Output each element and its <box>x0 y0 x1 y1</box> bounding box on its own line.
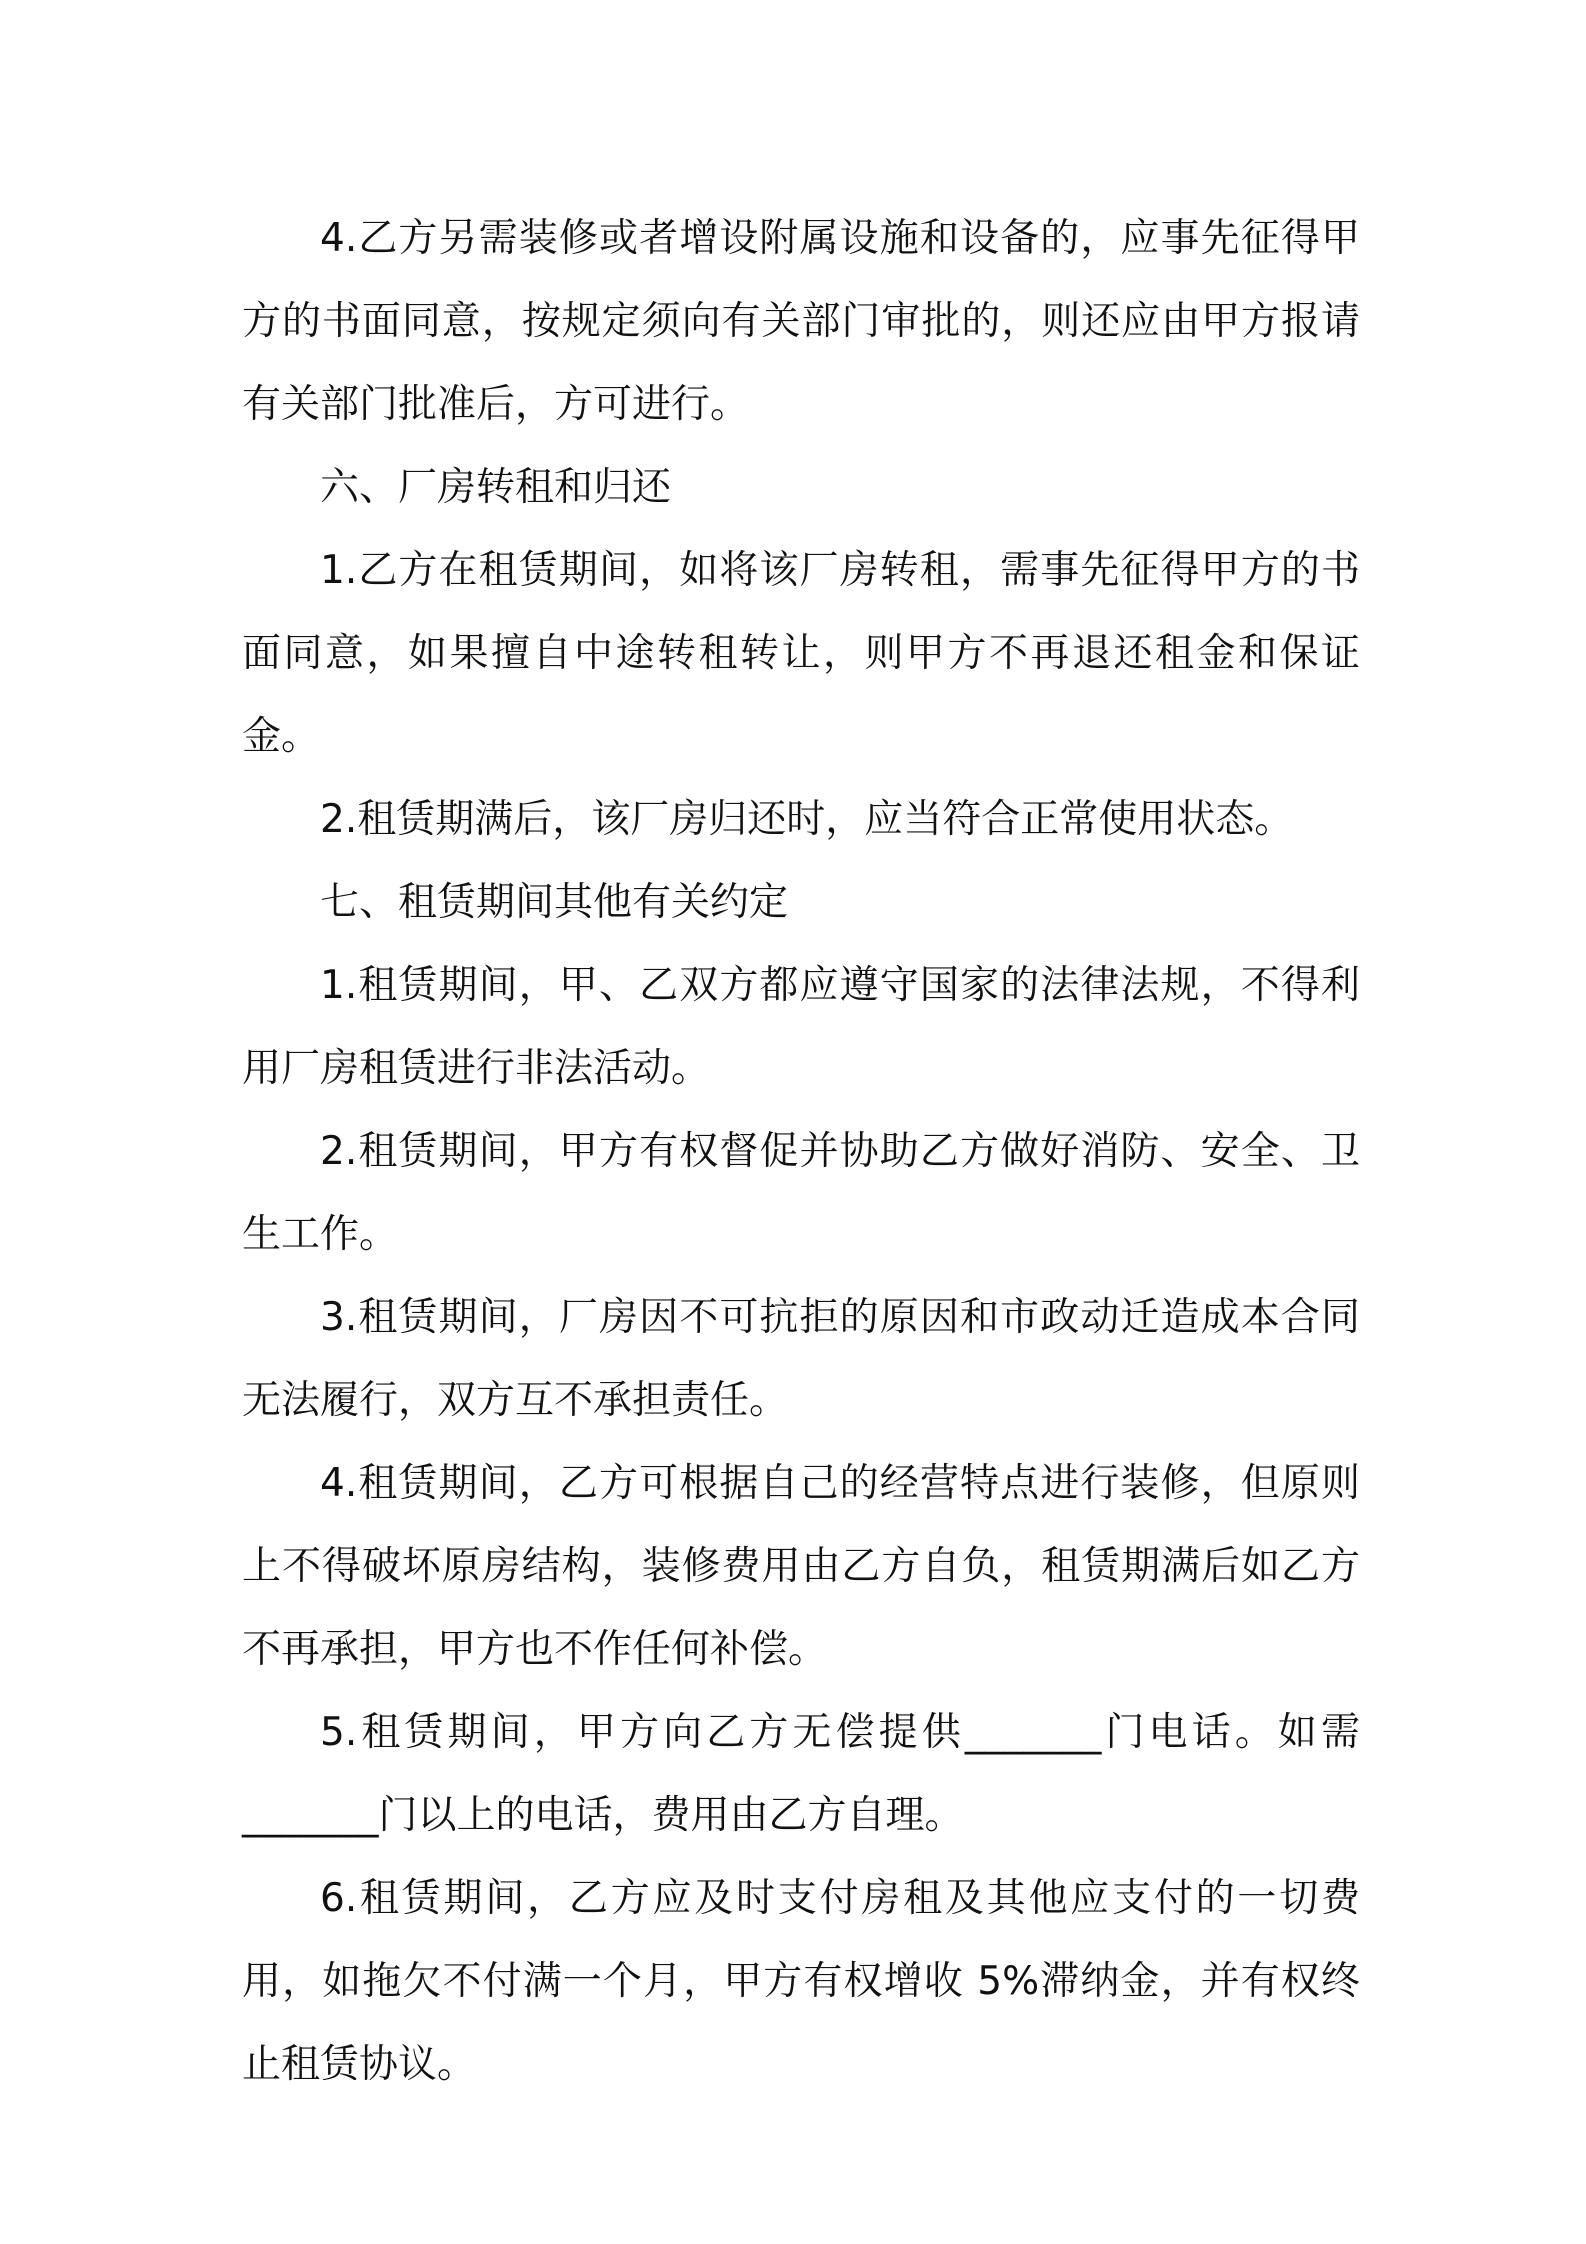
clause-7-1-paragraph: 1.租赁期间，甲、乙双方都应遵守国家的法律法规，不得利用厂房租赁进行非法活动。 <box>242 963 1360 1091</box>
section-6-heading: 六、厂房转租和归还 <box>320 465 672 510</box>
clause-6-1-paragraph: 1.乙方在租赁期间，如将该厂房转租，需事先征得甲方的书面同意，如果擅自中途转租转让，则甲方不再退还租金和保证金。 <box>242 548 1360 759</box>
clause-7-5-paragraph: 5.租赁期间，甲方向乙方无偿提供_______门电话。如需_______门以上的电话，费用由乙方自理。 <box>242 1710 1360 1838</box>
clause-7-2-paragraph: 2.租赁期间，甲方有权督促并协助乙方做好消防、安全、卫生工作。 <box>242 1129 1360 1257</box>
document-body <box>242 197 1360 2106</box>
clause-5-4-paragraph: 4.乙方另需装修或者增设附属设施和设备的，应事先征得甲方的书面同意，按规定须向有关部门审批的，则还应由甲方报请有关部门批准后，方可进行。 <box>242 216 1360 427</box>
section-7-heading: 七、租赁期间其他有关约定 <box>320 880 789 925</box>
clause-7-3-paragraph: 3.租赁期间，厂房因不可抗拒的原因和市政动迁造成本合同无法履行，双方互不承担责任。 <box>242 1295 1360 1423</box>
clause-7-4-paragraph: 4.租赁期间，乙方可根据自己的经营特点进行装修，但原则上不得破坏原房结构，装修费用由乙方自负，租赁期满后如乙方不再承担，甲方也不作任何补偿。 <box>242 1461 1360 1672</box>
clause-7-6-paragraph: 6.租赁期间，乙方应及时支付房租及其他应支付的一切费用，如拖欠不付满一个月，甲方有权增收 5%滞纳金，并有权终止租赁协议。 <box>242 1876 1360 2087</box>
clause-6-2-paragraph: 2.租赁期满后，该厂房归还时，应当符合正常使用状态。 <box>320 797 1294 842</box>
